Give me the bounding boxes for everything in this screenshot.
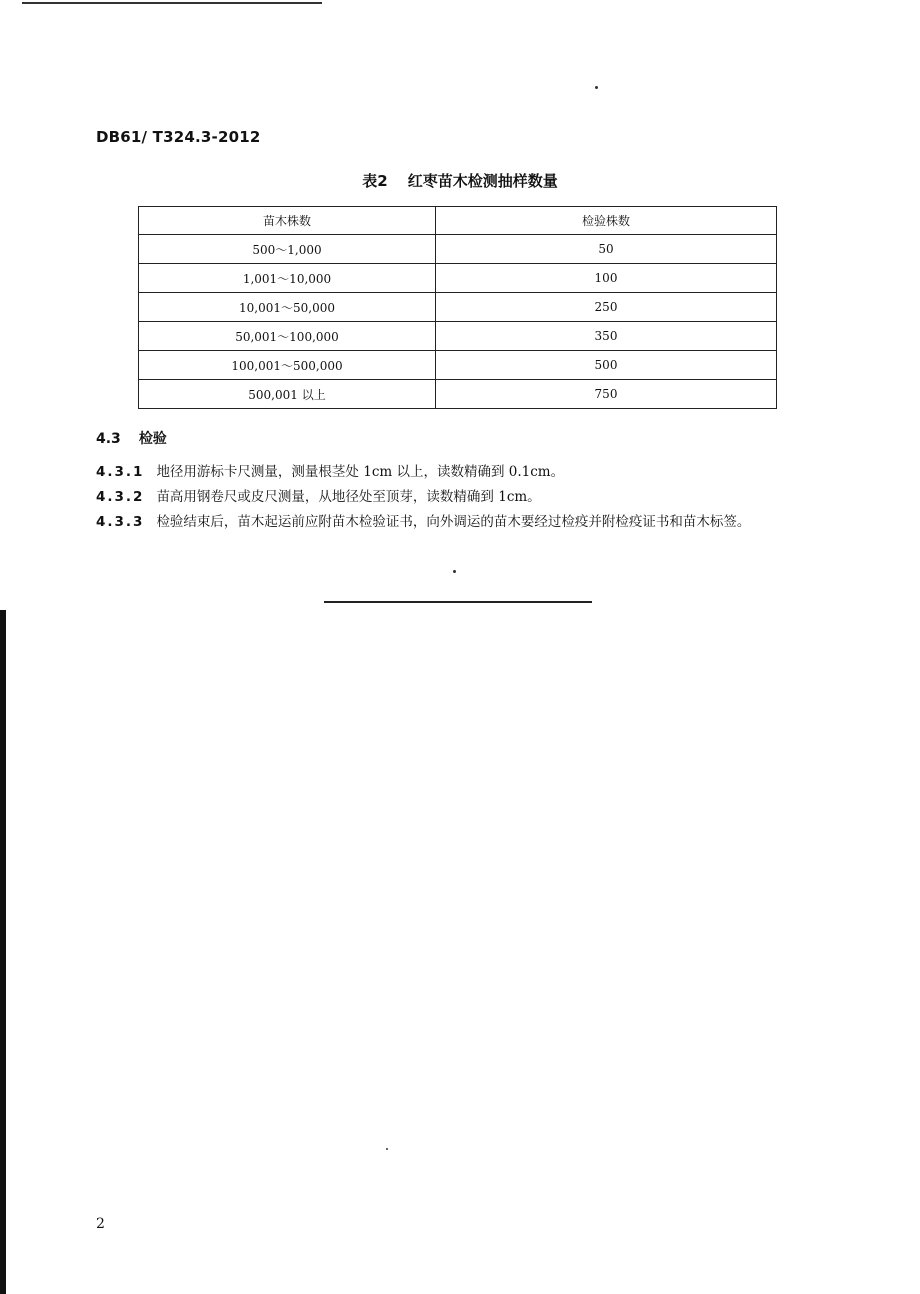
section-heading [96, 428, 167, 448]
clause-4-3-2 [96, 485, 826, 510]
document-code: DB61/ T324.3-2012 [96, 128, 261, 146]
section-number: 4.3 [96, 431, 121, 447]
clause-number: 4.3.3 [96, 514, 145, 530]
scan-speck [386, 1148, 388, 1150]
table-header-seedling-count: 苗木株数 [139, 207, 436, 235]
table-row [139, 264, 777, 293]
table-cell-seedling-count: 50,001～100,000 [139, 322, 436, 351]
table-caption [0, 170, 920, 191]
clause-number: 4.3.1 [96, 464, 145, 480]
clause-4-3-1 [96, 460, 826, 485]
table-cell-seedling-count: 500～1,000 [139, 235, 436, 264]
table-row [139, 322, 777, 351]
section-title: 检验 [138, 431, 167, 447]
table-row [139, 293, 777, 322]
table-cell-inspection-count: 250 [436, 293, 777, 322]
table-caption-title: 红枣苗木检测抽样数量 [407, 172, 558, 190]
table-caption-number: 表2 [362, 172, 388, 190]
clause-4-3-3 [96, 510, 826, 535]
clause-text: 地径用游标卡尺测量，测量根茎处 1cm 以上，读数精确到 0.1cm。 [156, 464, 565, 480]
table-header-row [139, 207, 777, 235]
clause-text: 苗高用钢卷尺或皮尺测量，从地径处至顶芽，读数精确到 1cm。 [156, 489, 541, 505]
table-cell-inspection-count: 100 [436, 264, 777, 293]
table-header-inspection-count: 检验株数 [436, 207, 777, 235]
table-row [139, 380, 777, 409]
page-number: 2 [96, 1216, 105, 1232]
scan-top-line [22, 2, 322, 4]
sampling-table [138, 206, 777, 409]
table-cell-seedling-count: 1,001～10,000 [139, 264, 436, 293]
clause-text: 检验结束后，苗木起运前应附苗木检验证书，向外调运的苗木要经过检疫并附检疫证书和苗木标签。 [156, 514, 751, 530]
scan-speck [595, 86, 598, 89]
table-cell-seedling-count: 500,001 以上 [139, 380, 436, 409]
table-cell-inspection-count: 750 [436, 380, 777, 409]
table-cell-seedling-count: 100,001～500,000 [139, 351, 436, 380]
table-cell-inspection-count: 500 [436, 351, 777, 380]
scan-left-edge [0, 610, 6, 1294]
table-cell-seedling-count: 10,001～50,000 [139, 293, 436, 322]
scan-speck [453, 570, 456, 573]
table-row [139, 235, 777, 264]
table-cell-inspection-count: 350 [436, 322, 777, 351]
table-row [139, 351, 777, 380]
clause-number: 4.3.2 [96, 489, 145, 505]
table-cell-inspection-count: 50 [436, 235, 777, 264]
end-of-standard-rule [324, 601, 592, 603]
